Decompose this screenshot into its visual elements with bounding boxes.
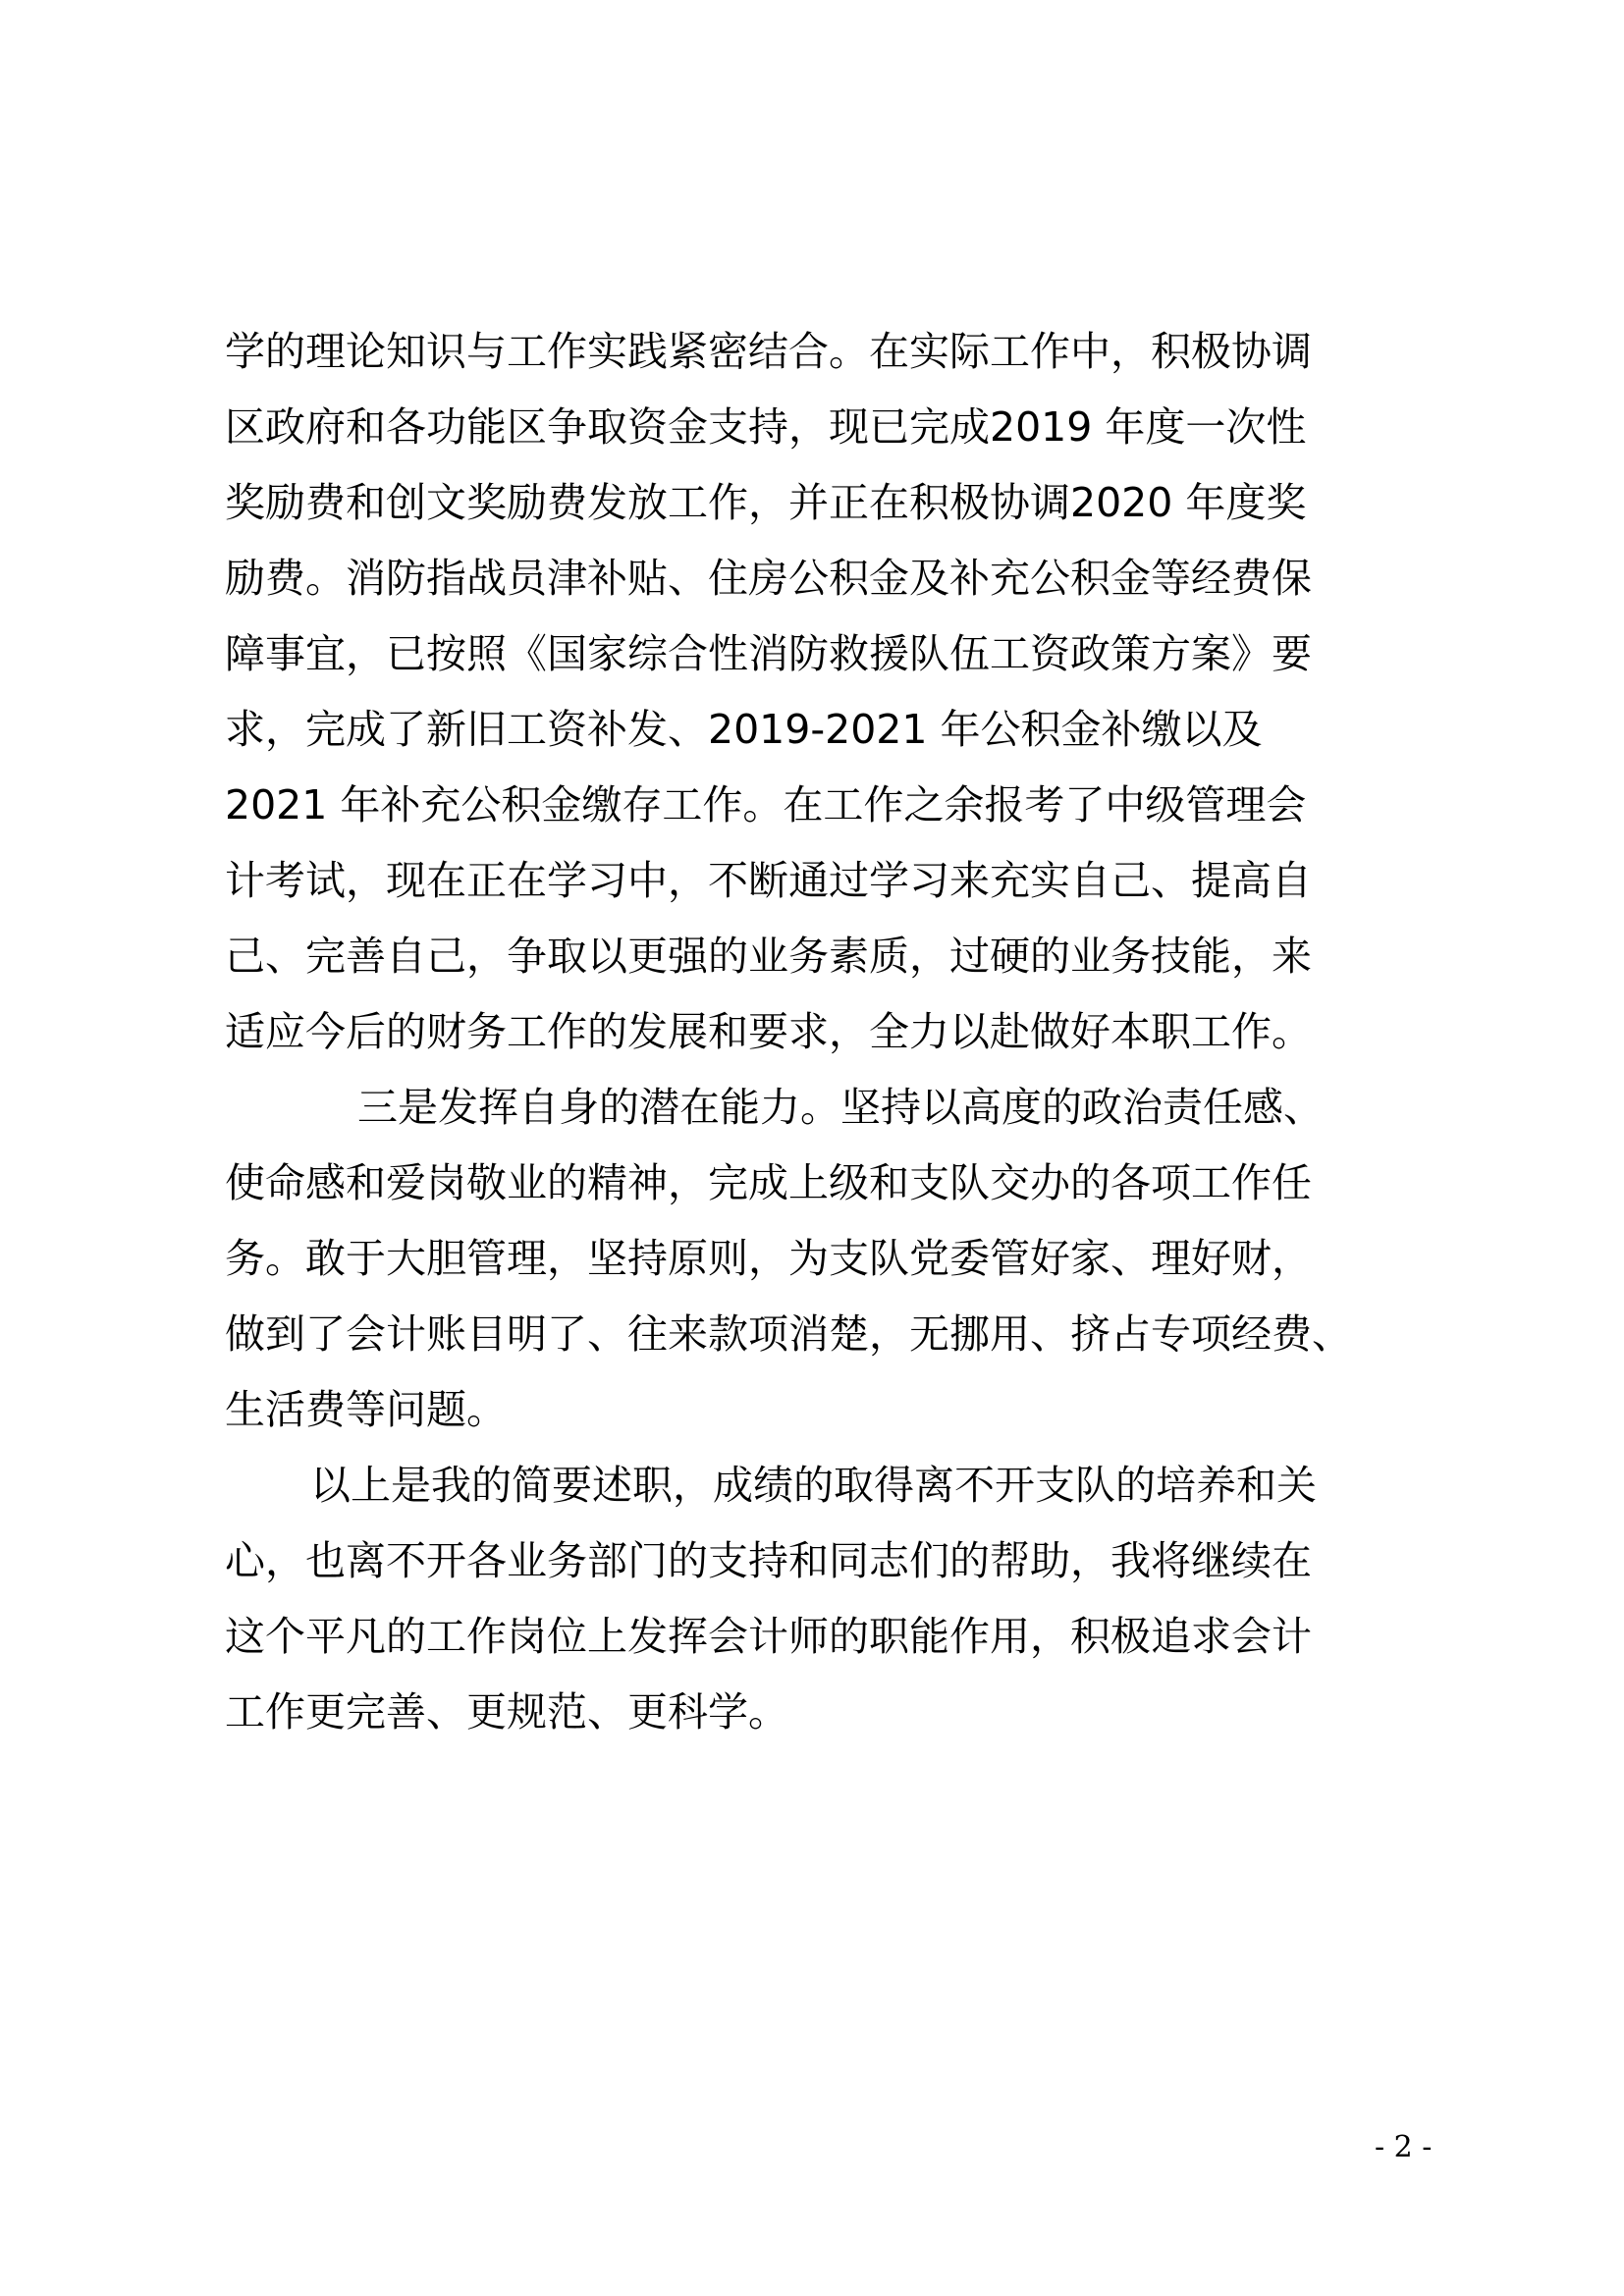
text-line-6: 求，完成了新旧工资补发、2019-2021 年公积金补缴以及: [225, 706, 1263, 753]
text-line-19: 工作更完善、更规范、更科学。: [225, 1688, 788, 1735]
text-line-5: 障事宜，已按照《国家综合性消防救援队伍工资政策方案》要: [225, 630, 1312, 677]
text-line-13: 务。敢于大胆管理，坚持原则，为支队党委管好家、理好财，: [225, 1235, 1312, 1282]
text-line-11: 三是发挥自身的潜在能力。坚持以高度的政治责任感、: [357, 1084, 1324, 1131]
text-line-15: 生活费等问题。: [225, 1386, 507, 1433]
text-line-8: 计考试，现在正在学习中，不断通过学习来充实自己、提高自: [225, 857, 1312, 904]
text-line-9: 己、完善自己，争取以更强的业务素质，过硬的业务技能，来: [225, 933, 1312, 980]
text-line-10: 适应今后的财务工作的发展和要求，全力以赴做好本职工作。: [225, 1008, 1312, 1055]
text-line-1: 学的理论知识与工作实践紧密结合。在实际工作中，积极协调: [225, 328, 1312, 375]
text-line-18: 这个平凡的工作岗位上发挥会计师的职能作用，积极追求会计: [225, 1613, 1312, 1660]
text-line-7: 2021 年补充公积金缴存工作。在工作之余报考了中级管理会: [225, 781, 1307, 828]
text-line-17: 心，也离不开各业务部门的支持和同志们的帮助，我将继续在: [225, 1537, 1312, 1584]
text-line-16: 以上是我的简要述职，成绩的取得离不开支队的培养和关: [310, 1462, 1317, 1509]
text-line-3: 奖励费和创文奖励费发放工作，并正在积极协调2020 年度奖: [225, 479, 1307, 526]
text-line-14: 做到了会计账目明了、往来款项消楚，无挪用、挤占专项经费、: [225, 1310, 1352, 1358]
text-line-2: 区政府和各功能区争取资金支持，现已完成2019 年度一次性: [225, 403, 1307, 451]
text-line-4: 励费。消防指战员津补贴、住房公积金及补充公积金等经费保: [225, 555, 1312, 602]
page-number: - 2 -: [1375, 2130, 1433, 2164]
text-line-12: 使命感和爱岗敬业的精神，完成上级和支队交办的各项工作任: [225, 1159, 1312, 1206]
